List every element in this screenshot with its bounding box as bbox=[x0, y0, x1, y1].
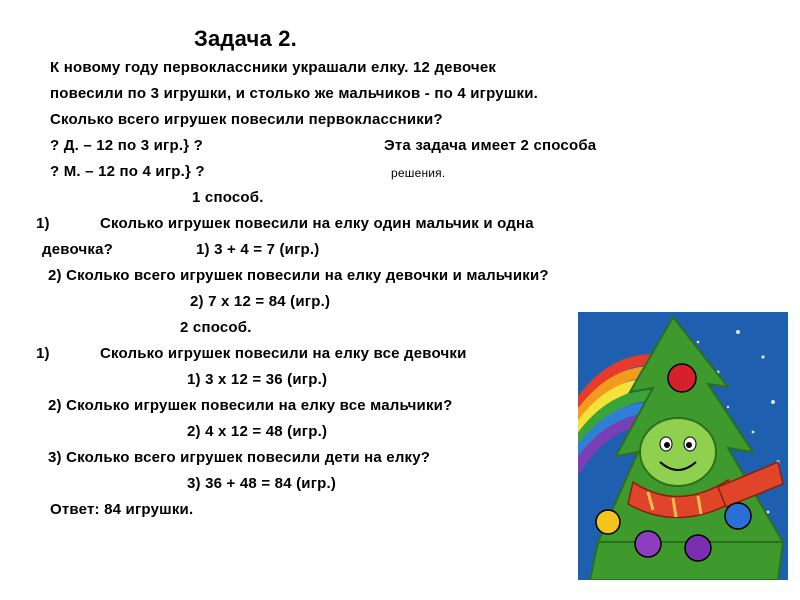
method2-a1: 1) 3 х 12 = 36 (игр.) bbox=[187, 371, 328, 388]
method2-heading: 2 способ. bbox=[180, 319, 252, 336]
method2-a2: 2) 4 х 12 = 48 (игр.) bbox=[187, 423, 328, 440]
tree-face bbox=[640, 418, 716, 486]
method2-q1-number: 1) bbox=[36, 345, 50, 362]
answer: Ответ: 84 игрушки. bbox=[50, 501, 194, 518]
given-girls: ? Д. – 12 по 3 игр.} ? bbox=[50, 137, 203, 154]
problem-line-1: К новому году первоклассники украшали елку. 12 девочек bbox=[50, 59, 497, 76]
slide-title: Задача 2. bbox=[194, 26, 297, 51]
method2-a3: 3) 36 + 48 = 84 (игр.) bbox=[187, 475, 337, 492]
method1-a1: 1) 3 + 4 = 7 (игр.) bbox=[196, 241, 320, 258]
problem-line-2: повесили по 3 игрушки, и столько же мальчиков - по 4 игрушки. bbox=[50, 85, 539, 102]
problem-line-3: Сколько всего игрушек повесили первоклассники? bbox=[50, 111, 443, 128]
method2-q3: 3) Сколько всего игрушек повесили дети на елку? bbox=[48, 449, 431, 466]
note-line-2: решения. bbox=[391, 166, 446, 180]
method1-a2: 2) 7 х 12 = 84 (игр.) bbox=[190, 293, 331, 310]
method2-q1: Сколько игрушек повесили на елку все девочки bbox=[100, 345, 467, 362]
method1-q1-line-1: Сколько игрушек повесили на елку один мальчик и одна bbox=[100, 215, 534, 232]
method1-heading: 1 способ. bbox=[192, 189, 264, 206]
method1-q1-number: 1) bbox=[36, 215, 50, 232]
method1-q2: 2) Сколько всего игрушек повесили на елку девочки и мальчики? bbox=[48, 267, 549, 284]
note-line-1: Эта задача имеет 2 способа bbox=[384, 137, 597, 154]
method1-q1-line-2: девочка? bbox=[42, 241, 113, 258]
method2-q2: 2) Сколько игрушек повесили на елку все мальчики? bbox=[48, 397, 453, 414]
christmas-tree-illustration bbox=[578, 312, 788, 580]
given-boys: ? М. – 12 по 4 игр.} ? bbox=[50, 163, 205, 180]
